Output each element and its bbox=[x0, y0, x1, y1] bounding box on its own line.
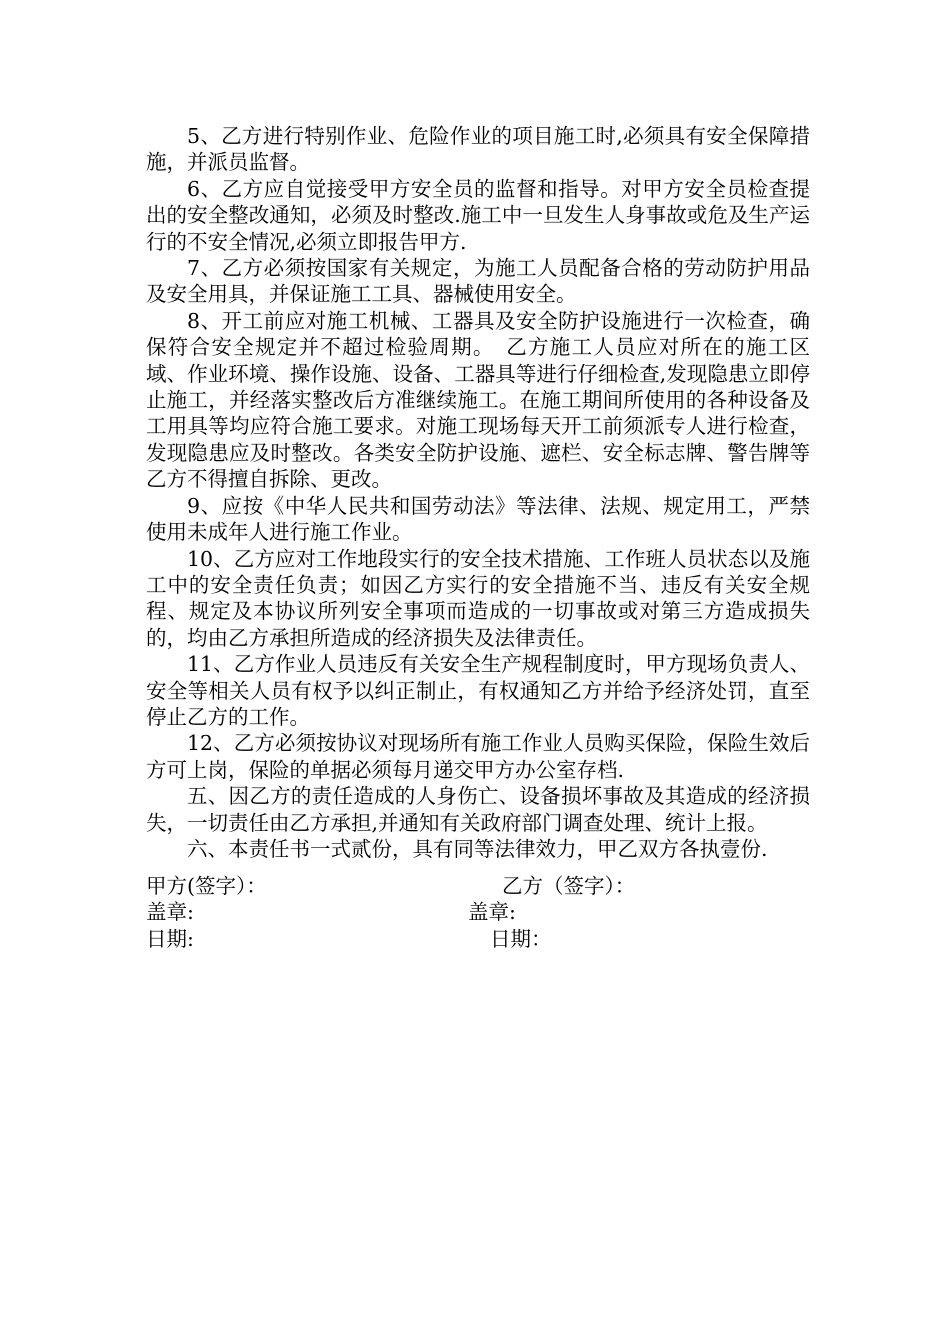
party-b-seal-label: 盖章: bbox=[468, 900, 516, 925]
clause-8: 8、开工前应对施工机械、工器具及安全防护设施进行一次检查，确保符合安全规定并不超过检验周期。 乙方施工人员应对所在的施工区域、作业环境、操作设施、设备、工器具等进行仔细检查,发现隐患立即停止施工，并经落实整改后方准继续施工。在施工期间所使用的各种设备及工用具等均应符合施工要求。对施工现场每天开工前须派专人进行检查，发现隐患应及时整改。各类安全防护设施、遮栏、安全标志牌、警告牌等乙方不得擅自拆除、更改。 bbox=[146, 308, 810, 492]
party-b-date-label: 日期： bbox=[490, 926, 552, 951]
document-body bbox=[146, 123, 810, 862]
section-five: 五、因乙方的责任造成的人身伤亡、设备损坏事故及其造成的经济损失，一切责任由乙方承担,并通知有关政府部门调查处理、统计上报。 bbox=[146, 784, 810, 835]
party-a-signature-label: 甲方(签字）： bbox=[146, 874, 267, 898]
clause-12: 12、乙方必须按协议对现场所有施工作业人员购买保险，保险生效后方可上岗，保险的单据必须每月递交甲方办公室存档. bbox=[146, 731, 810, 782]
signature-row bbox=[146, 873, 810, 899]
clause-9: 9、应按《中华人民共和国劳动法》等法律、法规、规定用工，严禁使用未成年人进行施工作业。 bbox=[146, 493, 810, 545]
clause-6: 6、乙方应自觉接受甲方安全员的监督和指导。对甲方安全员检查提出的安全整改通知，必须及时整改.施工中一旦发生人身事故或危及生产运行的不安全情况,必须立即报告甲方. bbox=[146, 176, 810, 254]
clause-5: 5、乙方进行特别作业、危险作业的项目施工时,必须具有安全保障措施，并派员监督。 bbox=[146, 124, 810, 175]
seal-row bbox=[146, 899, 810, 925]
section-six: 六、本责任书一式贰份，具有同等法律效力，甲乙双方各执壹份. bbox=[187, 836, 768, 861]
clause-10: 10、乙方应对工作地段实行的安全技术措施、工作班人员状态以及施工中的安全责任负责；如因乙方实行的安全措施不当、违反有关安全规程、规定及本协议所列安全事项而造成的一切事故或对第三方造成损失的，均由乙方承担所造成的经济损失及法律责任。 bbox=[146, 546, 810, 650]
party-a-date-label: 日期: bbox=[146, 926, 194, 951]
signature-block bbox=[146, 873, 810, 952]
party-a-seal-label: 盖章: bbox=[146, 900, 194, 925]
party-b-signature-label: 乙方（签字）： bbox=[502, 874, 636, 898]
clause-11: 11、乙方作业人员违反有关安全生产规程制度时，甲方现场负责人、安全等相关人员有权予以纠正制止，有权通知乙方并给予经济处罚，直至停止乙方的工作。 bbox=[146, 652, 810, 729]
date-row bbox=[146, 926, 810, 952]
clause-7: 7、乙方必须按国家有关规定，为施工人员配备合格的劳动防护用品及安全用具，并保证施工工具、器械使用安全。 bbox=[146, 256, 810, 307]
